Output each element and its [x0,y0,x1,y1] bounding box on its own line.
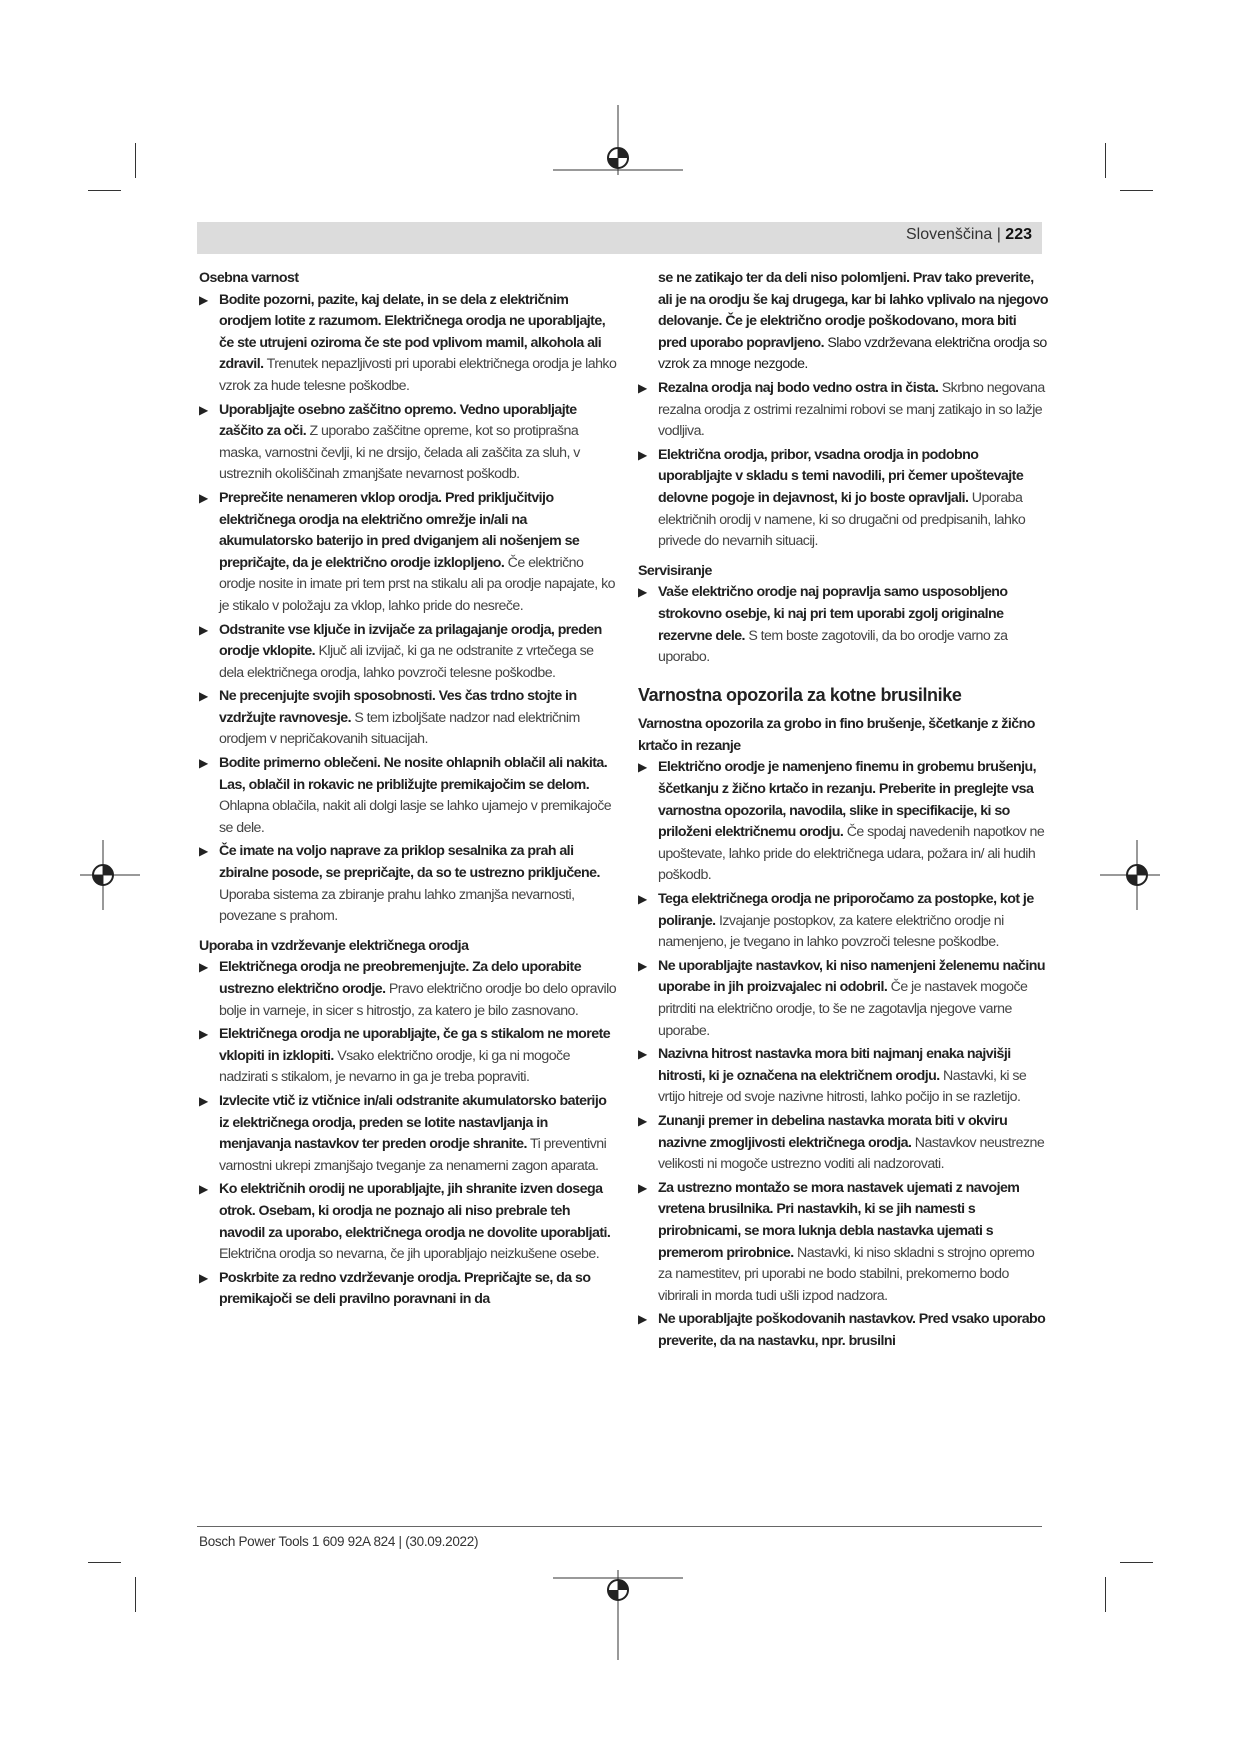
item-text: S tem boste zagotovili, da bo orodje varno za uporabo. [658,627,1008,666]
section-heading-grinding-warnings: Varnostna opozorila za grobo in fino brušenje, ščetkanje z žično krtačo in rezanje [638,716,1035,754]
list-item [638,1111,1048,1176]
bullet-triangle-icon: ▶ [199,402,208,417]
section-title-angle-grinders: Varnostna opozorila za kotne brusilnike [638,684,962,705]
item-text: Uporaba sistema za zbiranje prahu lahko zmanjša nevarnosti, povezane s prahom. [219,886,575,925]
list-item [199,620,619,685]
footer-divider [197,1526,1042,1527]
bullet-triangle-icon: ▶ [638,1312,647,1327]
item-bold-text: Ne precenjujte svojih sposobnosti. Ves čas trdno stojte in vzdržujte ravnovesje. [219,688,577,726]
item-text: Če spodaj navedenih napotkov ne upoštevate, lahko pride do električnega udara, požara in/ ali hudih poškodb. [658,824,1045,884]
registration-mark-left-icon [80,840,140,910]
item-text: Pravo električno orodje bo delo opravilo bolje in varneje, in sicer s hitrostjo, za katero je bilo zasnovano. [219,981,617,1019]
item-bold-text: Električno orodje je namenjeno finemu in grobemu brušenju, ščetkanju z žično krtačo in rezanju. Preberite in preglejte vsa varnostna opozorila, navodila, slike in specifikacije, ki so priloženi električnemu orodju. [658,759,1037,841]
list-item [199,488,619,618]
item-text: Uporaba električnih orodij v namene, ki so drugačni od predpisanih, lahko privede do nevarnih situacij. [658,489,1026,550]
crop-mark-top-right-v [1105,143,1106,178]
list-item [199,1024,619,1089]
item-text: Ključ ali izvijač, ki ga ne odstranite z vrtečega se dela električnega orodja, lahko povzroči telesne poškodbe. [219,643,594,681]
bullet-triangle-icon: ▶ [199,1027,208,1042]
crop-mark-bottom-right-v [1105,1577,1106,1612]
registration-mark-right-icon [1100,840,1160,910]
crop-mark-bottom-left-h [88,1562,121,1563]
header-text [906,226,1032,244]
list-item [638,1309,1048,1352]
item-text: Nastavkov neustrezne velikosti ni mogoče ustrezno voditi ali nadzorovati. [658,1134,1045,1173]
item-bold-text: Če imate na voljo naprave za priklop sesalnika za prah ali zbiralne posode, se prepričajte, da so te ustrezno priključene. [219,843,600,882]
item-text: Ti preventivni varnostni ukrepi zmanjšajo tveganje za nenamerni zagon aparata. [219,1136,607,1174]
crop-mark-top-left-v [135,143,136,178]
bullet-triangle-icon: ▶ [638,380,647,395]
list-item [638,582,1048,668]
bullet-triangle-icon: ▶ [638,1180,647,1195]
list-item [199,1091,619,1177]
item-bold-text: Izvlecite vtič iz vtičnice in/ali odstranite akumulatorsko baterijo iz električnega orodja, preden se lotite nastavljanja in menjavanja nastavkov ter preden orodje shranite. [219,1092,607,1153]
list-item [199,1179,619,1265]
item-text: Če je nastavek mogoče pritrditi na električno orodje, to še ne zagotavlja njegove varne uporabe. [658,979,1028,1039]
item-bold-text: Vaše električno orodje naj popravlja samo usposobljeno strokovno osebje, ki naj pri tem uporabi zgolj originalne rezervne dele. [658,584,1008,644]
item-bold-text: Zunanji premer in debelina nastavka morata biti v okviru nazivne zmogljivosti električnega orodja. [658,1112,1008,1151]
item-bold-text: Električna orodja, pribor, vsadna orodja in podobno uporabljajte v skladu s temi navodili, pri čemer upoštevajte delovne pogoje in dejavnost, ki jo boste opravljali. [658,446,1024,506]
page-number: 223 [1005,226,1032,243]
section-heading-personal-safety: Osebna varnost [199,270,299,286]
page-header [197,222,1042,254]
header-separator: | [992,226,1006,243]
item-text: Slabo vzdrževana električna orodja so vzrok za mnoge nezgode. [658,334,1047,373]
list-item [199,400,619,486]
item-bold-text: Električnega orodja ne uporabljajte, če ga s stikalom ne morete vklopiti in izklopiti. [219,1026,611,1064]
item-bold-text: Bodite pozorni, pazite, kaj delate, in se dela z električnim orodjem lotite z razumom. Električnega orodja ne uporabljajte, če ste utrujeni oziroma če ste pod vplivom mamil, alkohola ali zdravil. [219,291,606,373]
list-item [199,1268,619,1311]
item-bold-text: Za ustrezno montažo se mora nastavek ujemati z navojem vretena brusilnika. Pri nastavkih, ki se jih namesti s prirobnicami, se mora luknja debla nastavka ujemati s premerom prirobnice. [658,1179,1020,1261]
bullet-triangle-icon: ▶ [199,1182,208,1197]
list-item [199,290,619,398]
item-text: S tem izboljšate nadzor nad električnim orodjem v nepričakovanih situacijah. [219,709,580,748]
bullet-triangle-icon: ▶ [638,958,647,973]
item-bold-text: se ne zatikajo ter da deli niso polomljeni. Prav tako preverite, ali je na orodju še kaj drugega, kar bi lahko vplivalo na njegovo delovanje. Če je električno orodje poškodovano, mora biti pred uporabo popravljeno. [658,270,1048,351]
section-heading-service: Servisiranje [638,562,712,579]
bullet-triangle-icon: ▶ [199,1093,208,1108]
item-bold-text: Električnega orodja ne preobremenjujte. Za delo uporabite ustrezno električno orodje. [219,959,582,997]
crop-mark-bottom-left-v [135,1577,136,1612]
crop-mark-bottom-right-h [1120,1562,1153,1563]
list-item [638,889,1048,954]
item-text: Nastavki, ki niso skladni s strojno opremo za namestitev, pri uporabi ne bodo stabilni, prekomerno bodo vibrirali in morda tudi ušli izpod nadzora. [658,1244,1035,1304]
item-bold-text: Bodite primerno oblečeni. Ne nosite ohlapnih oblačil ali nakita. Las, oblačil in rokavic ne približujte premikajočim se delom. [219,755,608,793]
list-item [638,378,1048,443]
list-item [199,686,619,751]
right-column [638,268,1048,1355]
item-bold-text: Preprečite nenameren vklop orodja. Pred priključitvijo električnega orodja na električno omrežje in/ali na akumulatorsko baterijo in pred dviganjem ali nošenjem se prepričajte, da je električno orodje izklopljeno. [219,489,580,571]
bullet-triangle-icon: ▶ [199,689,208,704]
item-bold-text: Ne uporabljajte poškodovanih nastavkov. Pred vsako uporabo preverite, da na nastavku, npr. brusilni [658,1311,1046,1349]
item-text: Vsako električno orodje, ki ga ni mogoče nadzirati s stikalom, je nevarno in ga je treba popraviti. [219,1047,570,1086]
bullet-triangle-icon: ▶ [638,447,647,462]
left-column [199,268,619,1313]
list-item [638,956,1048,1042]
bullet-triangle-icon: ▶ [638,1047,647,1062]
crop-mark-top-left-h [88,190,121,191]
list-item [638,1044,1048,1109]
item-bold-text: Uporabljajte osebno zaščitno opremo. Vedno uporabljajte zaščito za oči. [219,401,577,440]
item-text: Če električno orodje nosite in imate pri tem prst na stikalu ali pa orodje napajate, ko je stikalo v položaju za vklop, lahko pride do nesreče. [219,554,615,614]
bullet-triangle-icon: ▶ [638,892,647,907]
item-text: Nastavki, ki se vrtijo hitreje od svoje nazivne hitrosti, lahko počijo in se razletijo. [658,1067,1027,1106]
section-heading-tool-use: Uporaba in vzdrževanje električnega orodja [199,937,469,954]
list-item [638,445,1048,553]
item-text: Skrbno negovana rezalna orodja z ostrimi rezalnimi robovi se manj zatikajo in so lažje vodljiva. [658,379,1045,440]
bullet-triangle-icon: ▶ [199,960,208,975]
bullet-triangle-icon: ▶ [199,1270,208,1285]
bullet-triangle-icon: ▶ [199,844,208,859]
continued-item-text [658,268,1048,376]
bullet-triangle-icon: ▶ [199,622,208,637]
item-bold-text: Ko električnih orodij ne uporabljajte, jih shranite izven dosega otrok. Osebam, ki orodja ne poznajo ali niso prebrale teh navodil za uporabo, električnega orodja ne dovolite uporabljati. [219,1181,611,1241]
list-item [199,753,619,839]
bullet-triangle-icon: ▶ [638,585,647,600]
registration-mark-top-icon [553,105,683,195]
item-bold-text: Nazivna hitrost nastavka mora biti najmanj enaka najvišji hitrosti, ki je označena na električnem orodju. [658,1046,1011,1084]
item-text: Z uporabo zaščitne opreme, kot so protiprašna maska, varnostni čevlji, ki ne drsijo, čelada ali zaščita za sluh, v ustreznih okoliščinah zmanjšate nevarnost poškodb. [219,423,580,483]
item-text: Ohlapna oblačila, nakit ali dolgi lasje se lahko ujamejo v premikajoče se dele. [219,798,612,836]
bullet-triangle-icon: ▶ [199,490,208,505]
list-item [199,841,619,927]
footer-text: Bosch Power Tools 1 609 92A 824 | (30.09.2022) [199,1534,479,1549]
item-bold-text: Odstranite vse ključe in izvijače za prilagajanje orodja, preden orodje vklopite. [219,621,602,660]
bullet-triangle-icon: ▶ [199,292,208,307]
item-bold-text: Tega električnega orodja ne priporočamo za postopke, kot je poliranje. [658,891,1034,929]
list-item [638,1178,1048,1308]
registration-mark-bottom-icon [553,1570,683,1660]
item-text: Izvajanje postopkov, za katere električno orodje ni namenjeno, je tvegano in lahko povzroči telesne poškodbe. [658,912,1004,951]
item-bold-text: Poskrbite za redno vzdrževanje orodja. Prepričajte se, da so premikajoči se deli pravilno poravnani in da [219,1269,591,1308]
item-text: Električna orodja so nevarna, če jih uporabljajo neizkušene osebe. [219,1246,600,1263]
bullet-triangle-icon: ▶ [638,760,647,775]
crop-mark-top-right-h [1120,190,1153,191]
item-bold-text: Ne uporabljajte nastavkov, ki niso namenjeni želenemu načinu uporabe in jih proizvajalec ni odobril. [658,957,1045,996]
list-item [638,757,1048,887]
list-item [199,957,619,1022]
bullet-triangle-icon: ▶ [199,756,208,771]
bullet-triangle-icon: ▶ [638,1113,647,1128]
item-bold-text: Rezalna orodja naj bodo vedno ostra in čista. [658,379,939,396]
item-text: Trenutek nepazljivosti pri uporabi električnega orodja je lahko vzrok za hude telesne poškodbe. [219,356,617,394]
header-language: Slovenščina [905,226,993,243]
